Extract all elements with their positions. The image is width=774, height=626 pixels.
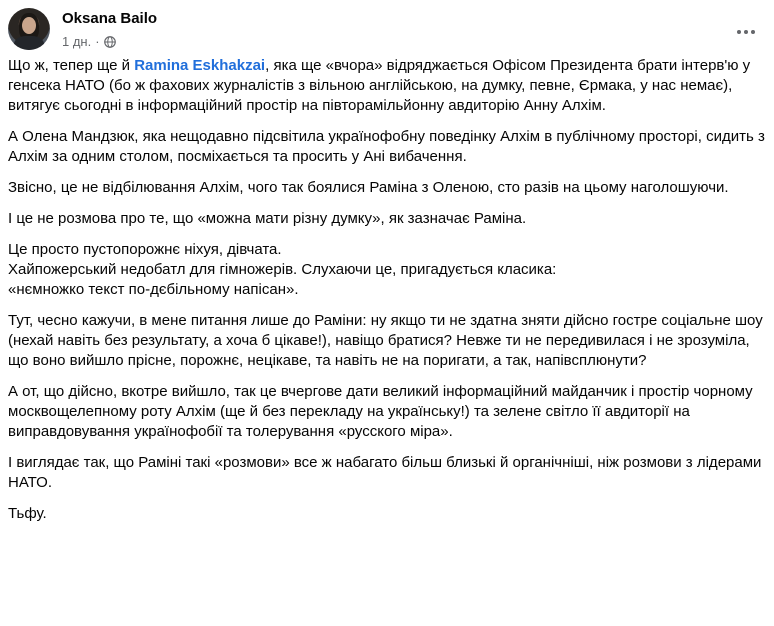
post-body bbox=[8, 56, 768, 535]
post-paragraph: І виглядає так, що Раміні такі «розмови» все ж набагато більш близькі й органічніші, ніж розмови з лідерами НАТО. bbox=[8, 454, 762, 491]
post-paragraph: Що ж, тепер ще й Ramina Eskhakzai, яка ще «вчора» відряджається Офісом Президента брати інтерв'ю у генсека НАТО (бо ж фахових журналістів з вільною англійською, на думку, певне, Єрмака, у нас немає), витягує сьогодні в інформаційний простір на півторамільйонну авдиторію Анну Алхім. bbox=[8, 57, 751, 114]
author-name[interactable]: Oksana Bailo bbox=[62, 10, 158, 27]
avatar-body bbox=[14, 36, 44, 50]
post-paragraph: Тьфу. bbox=[8, 505, 47, 522]
globe-icon[interactable] bbox=[104, 36, 116, 48]
more-options-icon[interactable] bbox=[732, 22, 760, 42]
post-paragraph: І це не розмова про те, що «можна мати різну думку», як зазначає Раміна. bbox=[8, 210, 527, 227]
meta-separator: · bbox=[95, 34, 100, 49]
post-paragraph: А от, що дійсно, вкотре вийшло, так це вчергове дати великий інформаційний майданчик і простір чорному москвощелепному роту Алхім (ще й без перекладу на українську!) та зелене світло її авдиторії на виправдовування українофобії та толерування «русского міра». bbox=[8, 383, 753, 440]
post-header bbox=[8, 8, 764, 58]
author-avatar[interactable] bbox=[8, 8, 50, 50]
mention-link[interactable]: Ramina Eskhakzai bbox=[134, 57, 266, 74]
post-paragraph: Це просто пустопорожнє ніхуя, дівчата. Хайпожерський недобатл для гімножерів. Слухаючи це, пригадується класика: «нємножко текст по-дєбільному напісан». bbox=[8, 241, 557, 298]
post-paragraph: Тут, чесно кажучи, в мене питання лише до Раміни: ну якщо ти не здатна зняти дійсно гостре соціальне шоу (нехай навіть без результату, а хоча б цікаве!), навіщо братися? Невже ти не передивилася і не зрозуміла, що воно вийшло прісне, порожнє, нецікаве, та навіть не на поригати, а так, напівсплюнути? bbox=[8, 312, 763, 369]
post-meta bbox=[62, 34, 116, 49]
post-timestamp[interactable]: 1 дн. bbox=[62, 34, 92, 49]
avatar-face bbox=[22, 17, 36, 34]
post-paragraph: Звісно, це не відбілювання Алхім, чого так боялися Раміна з Оленою, сто разів на цьому наголошуючи. bbox=[8, 179, 729, 196]
post-paragraph: А Олена Мандзюк, яка нещодавно підсвітила українофобну поведінку Алхім в публічному просторі, сидить з Алхім за одним столом, посміхається та просить у Ані вибачення. bbox=[8, 128, 765, 165]
